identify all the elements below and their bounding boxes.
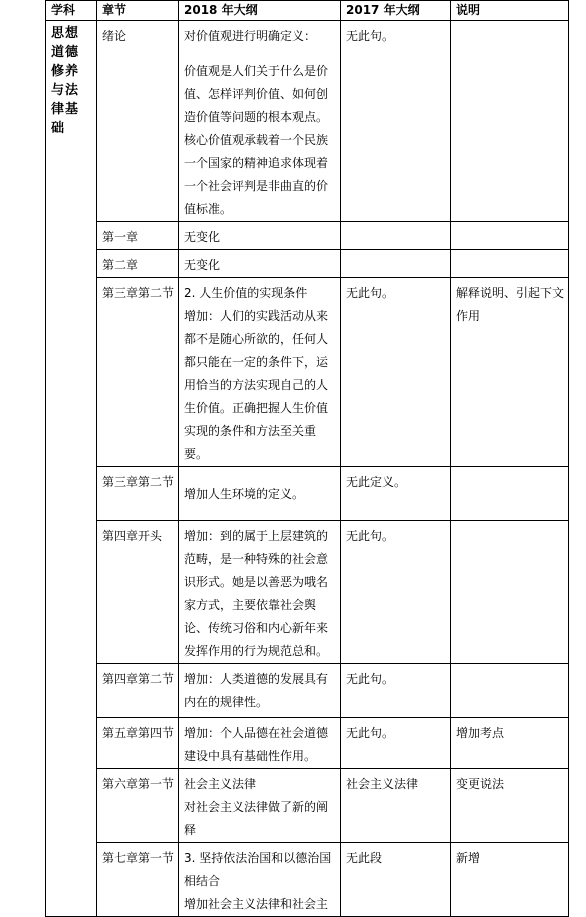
note-cell (451, 467, 569, 521)
table-row (46, 843, 569, 917)
note-cell (451, 521, 569, 664)
table-row (46, 278, 569, 467)
content-2017-cell: 无此句。 (341, 278, 451, 467)
content-2017-cell: 无此句。 (341, 21, 451, 222)
content-2018-cell: 无变化 (179, 222, 341, 250)
content-2018-text: 社会主义法律 (184, 777, 257, 791)
chapter-cell: 第三章第二节 (97, 278, 179, 467)
note-cell: 变更说法 (451, 769, 569, 843)
content-2017-cell: 无此段 (341, 843, 451, 917)
chapter-cell: 第五章第四节 (97, 718, 179, 769)
content-2018-cell (179, 21, 341, 222)
chapter-cell: 绪论 (97, 21, 179, 222)
header-2017: 2017 年大纲 (341, 1, 451, 21)
content-2018-text: 增加人生环境的定义。 (184, 487, 305, 501)
chapter-cell: 第六章第一节 (97, 769, 179, 843)
table-row (46, 467, 569, 521)
content-2018-cell (179, 467, 341, 521)
content-2018-cell: 增加：人类道德的发展具有内在的规律性。 (179, 664, 341, 718)
note-cell (451, 250, 569, 278)
content-2017-cell: 无此句。 (341, 521, 451, 664)
chapter-cell: 第七章第一节 (97, 843, 179, 917)
header-subject: 学科 (46, 1, 97, 21)
header-note: 说明 (451, 1, 569, 21)
note-cell (451, 21, 569, 222)
content-2017-cell: 无此定义。 (341, 467, 451, 521)
note-cell: 新增 (451, 843, 569, 917)
header-2018: 2018 年大纲 (179, 1, 341, 21)
content-2018-cell (179, 278, 341, 467)
content-2018-cell: 增加：个人品德在社会道德建设中具有基础性作用。 (179, 718, 341, 769)
content-2017-cell: 无此句。 (341, 718, 451, 769)
header-chapter: 章节 (97, 1, 179, 21)
content-2018-text: 2. 人生价值的实现条件 (184, 286, 308, 300)
content-2017-cell: 无此句。 (341, 664, 451, 718)
content-2018-text: 增加：人们的实践活动从来都不是随心所欲的，任何人都只能在一定的条件下，运用恰当的方法实现自己的人生价值。正确把握人生价值实现的条件和方法至关重要。 (184, 309, 329, 461)
content-2018-text: 3. 坚持依法治国和以德治国相结合 (184, 851, 332, 888)
content-2017-cell (341, 222, 451, 250)
content-2018-cell (179, 843, 341, 917)
content-2018-text: 对价值观进行明确定义： (184, 29, 317, 43)
content-2018-cell: 增加：到的属于上层建筑的范畴，是一种特殊的社会意识形式。她是以善恶为哦名家方式，主要依靠社会舆论、传统习俗和内心新年来发挥作用的行为规范总和。 (179, 521, 341, 664)
table-row (46, 21, 569, 222)
syllabus-comparison-table (45, 0, 569, 917)
content-2018-text: 价值观是人们关于什么是价值、怎样评判价值、如何创造价值等问题的根本观点。核心价值观承载着一个民族一个国家的精神追求体现着一个社会评判是非曲直的价值标准。 (184, 64, 329, 216)
table-row (46, 769, 569, 843)
chapter-cell: 第四章第二节 (97, 664, 179, 718)
note-cell (451, 664, 569, 718)
subject-cell: 思想道德修养与法律基础 (46, 21, 97, 917)
table-row (46, 222, 569, 250)
chapter-cell: 第四章开头 (97, 521, 179, 664)
note-cell (451, 222, 569, 250)
table-row (46, 664, 569, 718)
table-header-row (46, 1, 569, 21)
chapter-cell: 第二章 (97, 250, 179, 278)
chapter-cell: 第一章 (97, 222, 179, 250)
content-2018-text: 对社会主义法律做了新的阐释 (184, 800, 329, 837)
table-row (46, 521, 569, 664)
chapter-cell: 第三章第二节 (97, 467, 179, 521)
note-cell: 解释说明、引起下文作用 (451, 278, 569, 467)
content-2018-text: 增加社会主义法律和社会主 (184, 897, 329, 911)
note-cell: 增加考点 (451, 718, 569, 769)
content-2017-cell: 社会主义法律 (341, 769, 451, 843)
content-2018-cell (179, 769, 341, 843)
content-2018-cell: 无变化 (179, 250, 341, 278)
table-row (46, 250, 569, 278)
content-2017-cell (341, 250, 451, 278)
table-row (46, 718, 569, 769)
